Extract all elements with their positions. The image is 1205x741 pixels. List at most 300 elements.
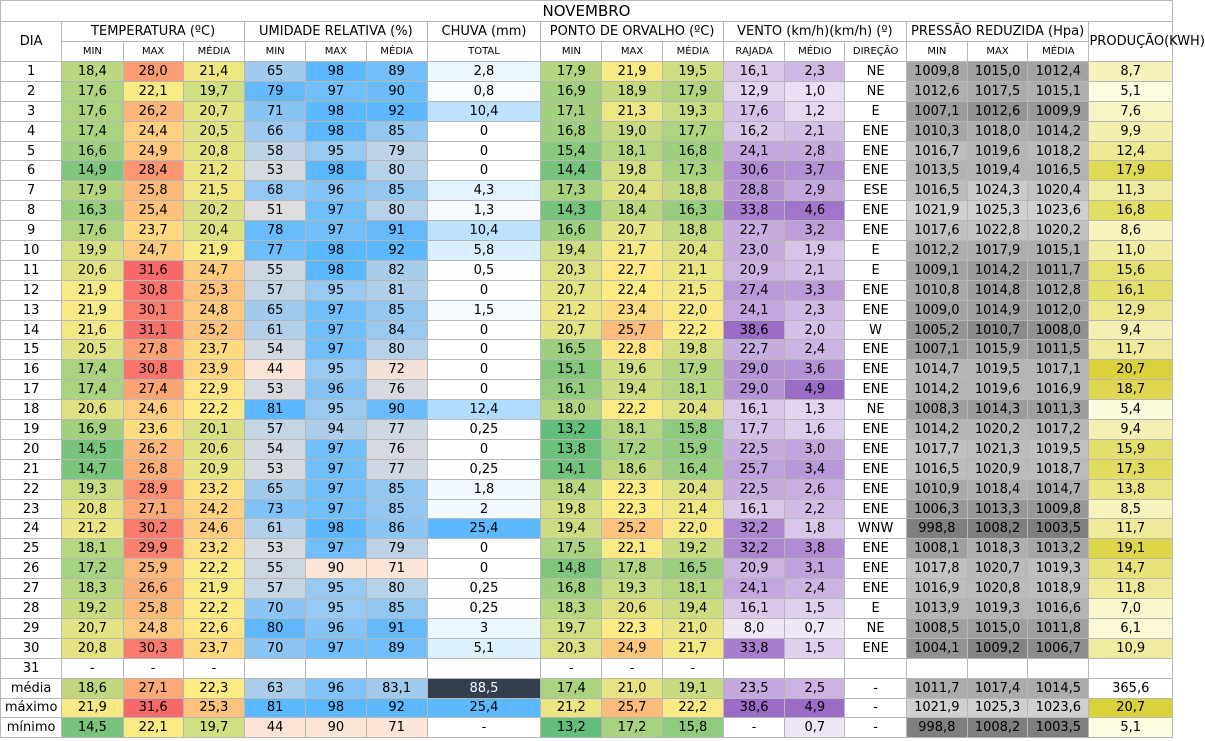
value-cell[interactable]: 57 (245, 280, 306, 300)
value-cell[interactable]: 28,9 (123, 479, 183, 499)
value-cell[interactable]: 89 (366, 638, 427, 658)
value-cell[interactable]: 71 (366, 559, 427, 579)
value-cell[interactable]: 2 (427, 499, 540, 519)
value-cell[interactable]: 22,5 (723, 439, 784, 459)
day-cell[interactable]: 25 (1, 539, 62, 559)
value-cell[interactable]: 19,6 (602, 360, 662, 380)
value-cell[interactable]: 15,9 (662, 439, 723, 459)
day-cell[interactable]: 7 (1, 181, 62, 201)
value-cell[interactable]: 98 (306, 121, 366, 141)
value-cell[interactable]: 28,0 (123, 62, 183, 82)
value-cell[interactable]: 24,4 (123, 121, 183, 141)
value-cell[interactable]: 22,7 (723, 340, 784, 360)
value-cell[interactable]: 22,2 (183, 559, 244, 579)
value-cell[interactable]: 2,4 (785, 340, 845, 360)
value-cell[interactable]: 30,8 (123, 280, 183, 300)
value-cell[interactable]: 22,3 (602, 479, 662, 499)
value-cell[interactable]: 16,1 (1089, 280, 1173, 300)
value-cell[interactable]: 0 (427, 360, 540, 380)
value-cell[interactable]: 54 (245, 340, 306, 360)
value-cell[interactable]: 1,9 (785, 241, 845, 261)
value-cell[interactable]: 1012,6 (967, 101, 1027, 121)
day-cell[interactable]: 23 (1, 499, 62, 519)
value-cell[interactable]: ESE (845, 181, 906, 201)
day-cell[interactable]: 15 (1, 340, 62, 360)
value-cell[interactable]: 17,9 (662, 360, 723, 380)
value-cell[interactable]: 0,25 (427, 459, 540, 479)
value-cell[interactable]: 25,8 (123, 181, 183, 201)
value-cell[interactable]: 71 (366, 718, 427, 738)
value-cell[interactable]: 2,3 (785, 300, 845, 320)
value-cell[interactable]: 98 (306, 101, 366, 121)
value-cell[interactable]: 26,6 (123, 579, 183, 599)
value-cell[interactable]: - (845, 698, 906, 718)
value-cell[interactable]: 16,3 (662, 201, 723, 221)
value-cell[interactable]: W (845, 320, 906, 340)
value-cell[interactable] (967, 658, 1027, 678)
day-cell[interactable]: 1 (1, 62, 62, 82)
value-cell[interactable]: 97 (306, 499, 366, 519)
value-cell[interactable]: 22,0 (662, 519, 723, 539)
value-cell[interactable]: 20,8 (62, 499, 123, 519)
value-cell[interactable]: E (845, 101, 906, 121)
value-cell[interactable]: 21,3 (602, 101, 662, 121)
value-cell[interactable]: 14,3 (541, 201, 602, 221)
value-cell[interactable]: 5,1 (427, 638, 540, 658)
value-cell[interactable]: 17,9 (62, 181, 123, 201)
value-cell[interactable]: 21,2 (62, 519, 123, 539)
value-cell[interactable]: E (845, 241, 906, 261)
day-cell[interactable]: 2 (1, 81, 62, 101)
value-cell[interactable]: 21,9 (602, 62, 662, 82)
value-cell[interactable]: 19,8 (662, 340, 723, 360)
value-cell[interactable]: 21,9 (62, 300, 123, 320)
value-cell[interactable]: 1014,3 (967, 400, 1027, 420)
value-cell[interactable]: 1019,6 (967, 380, 1027, 400)
value-cell[interactable]: 76 (366, 439, 427, 459)
value-cell[interactable]: 8,6 (1089, 221, 1173, 241)
value-cell[interactable]: 20,5 (183, 121, 244, 141)
value-cell[interactable]: 1017,2 (1028, 420, 1089, 440)
value-cell[interactable]: 4,9 (785, 380, 845, 400)
value-cell[interactable]: 22,1 (123, 81, 183, 101)
value-cell[interactable]: 13,2 (541, 718, 602, 738)
value-cell[interactable]: 77 (366, 420, 427, 440)
value-cell[interactable]: 14,1 (541, 459, 602, 479)
value-cell[interactable]: 53 (245, 539, 306, 559)
value-cell[interactable]: 85 (366, 499, 427, 519)
value-cell[interactable]: 26,2 (123, 439, 183, 459)
value-cell[interactable]: 80 (366, 161, 427, 181)
value-cell[interactable]: 1017,5 (967, 81, 1027, 101)
value-cell[interactable]: 1015,1 (1028, 81, 1089, 101)
value-cell[interactable]: 21,7 (602, 241, 662, 261)
value-cell[interactable]: 1,0 (785, 81, 845, 101)
value-cell[interactable]: 17,5 (541, 539, 602, 559)
value-cell[interactable]: 1009,1 (906, 260, 967, 280)
value-cell[interactable]: 97 (306, 201, 366, 221)
day-cell[interactable]: 9 (1, 221, 62, 241)
value-cell[interactable]: 1015,0 (967, 62, 1027, 82)
value-cell[interactable]: 51 (245, 201, 306, 221)
value-cell[interactable]: 22,2 (602, 400, 662, 420)
value-cell[interactable]: 3,7 (785, 161, 845, 181)
value-cell[interactable]: 22,9 (183, 380, 244, 400)
value-cell[interactable]: 20,4 (183, 221, 244, 241)
value-cell[interactable]: 1020,2 (1028, 221, 1089, 241)
value-cell[interactable]: ENE (845, 499, 906, 519)
value-cell[interactable]: 1010,9 (906, 479, 967, 499)
value-cell[interactable]: 0,7 (785, 718, 845, 738)
value-cell[interactable]: 27,8 (123, 340, 183, 360)
value-cell[interactable]: 25,3 (183, 698, 244, 718)
value-cell[interactable]: 1018,2 (1028, 141, 1089, 161)
value-cell[interactable]: 20,6 (602, 599, 662, 619)
value-cell[interactable]: 998,8 (906, 718, 967, 738)
value-cell[interactable]: 1016,5 (906, 181, 967, 201)
value-cell[interactable]: 38,6 (723, 698, 784, 718)
value-cell[interactable]: 1009,9 (1028, 101, 1089, 121)
value-cell[interactable]: 81 (245, 698, 306, 718)
value-cell[interactable]: 17,9 (662, 81, 723, 101)
value-cell[interactable]: 27,1 (123, 678, 183, 698)
value-cell[interactable]: 1016,5 (1028, 161, 1089, 181)
value-cell[interactable]: 1014,9 (967, 300, 1027, 320)
value-cell[interactable]: 20,4 (662, 479, 723, 499)
value-cell[interactable]: 33,8 (723, 201, 784, 221)
value-cell[interactable]: 8,5 (1089, 499, 1173, 519)
value-cell[interactable]: ENE (845, 420, 906, 440)
value-cell[interactable]: 44 (245, 718, 306, 738)
value-cell[interactable]: 5,1 (1089, 718, 1173, 738)
value-cell[interactable]: 71 (245, 101, 306, 121)
value-cell[interactable]: ENE (845, 360, 906, 380)
value-cell[interactable]: 17,3 (662, 161, 723, 181)
value-cell[interactable]: 85 (366, 599, 427, 619)
value-cell[interactable]: 81 (245, 400, 306, 420)
value-cell[interactable]: ENE (845, 479, 906, 499)
value-cell[interactable]: 3,8 (785, 539, 845, 559)
stat-label[interactable]: mínimo (1, 718, 62, 738)
value-cell[interactable]: 30,1 (123, 300, 183, 320)
value-cell[interactable]: 1019,6 (967, 141, 1027, 161)
value-cell[interactable]: 18,1 (62, 539, 123, 559)
value-cell[interactable]: 0 (427, 439, 540, 459)
value-cell[interactable]: 23,7 (183, 638, 244, 658)
day-cell[interactable]: 11 (1, 260, 62, 280)
value-cell[interactable]: 1012,2 (906, 241, 967, 261)
value-cell[interactable]: 11,7 (1089, 340, 1173, 360)
value-cell[interactable]: 30,2 (123, 519, 183, 539)
value-cell[interactable]: 20,3 (541, 260, 602, 280)
value-cell[interactable]: 1006,3 (906, 499, 967, 519)
value-cell[interactable]: 2,1 (785, 121, 845, 141)
value-cell[interactable]: 17,4 (62, 380, 123, 400)
value-cell[interactable]: 25,8 (123, 599, 183, 619)
value-cell[interactable]: 1011,8 (1028, 618, 1089, 638)
value-cell[interactable]: 0 (427, 380, 540, 400)
value-cell[interactable]: 77 (245, 241, 306, 261)
value-cell[interactable]: 3,6 (785, 360, 845, 380)
value-cell[interactable]: 80 (366, 579, 427, 599)
value-cell[interactable]: 53 (245, 161, 306, 181)
value-cell[interactable]: 24,1 (723, 300, 784, 320)
value-cell[interactable]: 22,7 (602, 260, 662, 280)
value-cell[interactable]: 16,1 (723, 599, 784, 619)
value-cell[interactable]: 84 (366, 320, 427, 340)
value-cell[interactable]: 1,5 (785, 638, 845, 658)
value-cell[interactable]: 7,0 (1089, 599, 1173, 619)
value-cell[interactable]: 20,4 (662, 400, 723, 420)
value-cell[interactable]: 16,1 (723, 400, 784, 420)
day-cell[interactable]: 21 (1, 459, 62, 479)
value-cell[interactable]: 91 (366, 221, 427, 241)
value-cell[interactable]: 17,2 (602, 718, 662, 738)
value-cell[interactable]: 18,4 (62, 62, 123, 82)
value-cell[interactable]: 1009,2 (967, 638, 1027, 658)
value-cell[interactable]: 24,1 (723, 579, 784, 599)
value-cell[interactable]: 32,2 (723, 539, 784, 559)
stat-label[interactable]: média (1, 678, 62, 698)
value-cell[interactable]: 2,9 (785, 181, 845, 201)
value-cell[interactable]: 80 (366, 340, 427, 360)
value-cell[interactable]: 10,4 (427, 221, 540, 241)
value-cell[interactable] (245, 658, 306, 678)
value-cell[interactable]: 3,2 (785, 221, 845, 241)
value-cell[interactable]: 20,4 (602, 181, 662, 201)
value-cell[interactable]: 19,3 (602, 579, 662, 599)
value-cell[interactable]: 18,0 (541, 400, 602, 420)
value-cell[interactable]: 1,5 (427, 300, 540, 320)
value-cell[interactable]: 91 (366, 618, 427, 638)
value-cell[interactable]: 14,5 (62, 439, 123, 459)
value-cell[interactable]: 2,3 (785, 62, 845, 82)
value-cell[interactable]: 21,9 (62, 280, 123, 300)
value-cell[interactable]: 10,9 (1089, 638, 1173, 658)
value-cell[interactable]: 61 (245, 519, 306, 539)
value-cell[interactable]: 28,8 (723, 181, 784, 201)
value-cell[interactable]: 3,1 (785, 559, 845, 579)
value-cell[interactable]: 16,8 (541, 121, 602, 141)
value-cell[interactable]: 1021,9 (906, 201, 967, 221)
value-cell[interactable]: ENE (845, 300, 906, 320)
value-cell[interactable]: 31,6 (123, 260, 183, 280)
value-cell[interactable]: 1,8 (785, 519, 845, 539)
value-cell[interactable]: - (845, 718, 906, 738)
value-cell[interactable]: 57 (245, 420, 306, 440)
value-cell[interactable]: 1010,3 (906, 121, 967, 141)
day-cell[interactable]: 27 (1, 579, 62, 599)
value-cell[interactable] (366, 658, 427, 678)
value-cell[interactable]: 23,9 (183, 360, 244, 380)
value-cell[interactable]: ENE (845, 439, 906, 459)
value-cell[interactable]: 1011,3 (1028, 400, 1089, 420)
value-cell[interactable]: 13,2 (541, 420, 602, 440)
value-cell[interactable]: 20,6 (183, 439, 244, 459)
value-cell[interactable]: 25,7 (602, 320, 662, 340)
value-cell[interactable]: 1009,8 (1028, 499, 1089, 519)
value-cell[interactable]: 16,1 (541, 380, 602, 400)
value-cell[interactable]: 1014,2 (906, 380, 967, 400)
value-cell[interactable]: 22,7 (723, 221, 784, 241)
value-cell[interactable]: 20,6 (62, 400, 123, 420)
value-cell[interactable]: 53 (245, 380, 306, 400)
value-cell[interactable]: 18,1 (662, 380, 723, 400)
value-cell[interactable]: 20,9 (723, 559, 784, 579)
value-cell[interactable]: 12,4 (427, 400, 540, 420)
value-cell[interactable]: 97 (306, 479, 366, 499)
value-cell[interactable]: 19,5 (662, 62, 723, 82)
value-cell[interactable]: - (183, 658, 244, 678)
value-cell[interactable]: 1,8 (427, 479, 540, 499)
value-cell[interactable]: 20,1 (183, 420, 244, 440)
value-cell[interactable]: 29,0 (723, 380, 784, 400)
value-cell[interactable]: 22,2 (662, 698, 723, 718)
value-cell[interactable] (306, 658, 366, 678)
value-cell[interactable]: 1024,3 (967, 181, 1027, 201)
value-cell[interactable]: 1016,5 (906, 459, 967, 479)
value-cell[interactable]: 0,25 (427, 579, 540, 599)
value-cell[interactable]: 1011,7 (906, 678, 967, 698)
value-cell[interactable]: 0 (427, 320, 540, 340)
value-cell[interactable]: 30,3 (123, 638, 183, 658)
value-cell[interactable]: 2,4 (785, 579, 845, 599)
value-cell[interactable]: 33,8 (723, 638, 784, 658)
value-cell[interactable]: 17,3 (1089, 459, 1173, 479)
day-cell[interactable]: 16 (1, 360, 62, 380)
value-cell[interactable]: 90 (306, 718, 366, 738)
value-cell[interactable]: 83,1 (366, 678, 427, 698)
day-cell[interactable]: 13 (1, 300, 62, 320)
value-cell[interactable] (427, 658, 540, 678)
value-cell[interactable]: ENE (845, 638, 906, 658)
day-cell[interactable]: 29 (1, 618, 62, 638)
value-cell[interactable]: 96 (306, 618, 366, 638)
value-cell[interactable]: 97 (306, 221, 366, 241)
value-cell[interactable]: 16,5 (662, 559, 723, 579)
value-cell[interactable]: 1009,0 (906, 300, 967, 320)
value-cell[interactable]: 21,5 (662, 280, 723, 300)
value-cell[interactable]: 2,1 (785, 260, 845, 280)
value-cell[interactable]: 32,2 (723, 519, 784, 539)
value-cell[interactable]: 18,6 (62, 678, 123, 698)
value-cell[interactable] (906, 658, 967, 678)
value-cell[interactable]: 1008,5 (906, 618, 967, 638)
value-cell[interactable]: 27,1 (123, 499, 183, 519)
value-cell[interactable]: - (602, 658, 662, 678)
value-cell[interactable]: 1008,2 (967, 519, 1027, 539)
value-cell[interactable]: 9,4 (1089, 420, 1173, 440)
value-cell[interactable]: 17,4 (62, 360, 123, 380)
value-cell[interactable]: 21,7 (662, 638, 723, 658)
value-cell[interactable]: 24,1 (723, 141, 784, 161)
value-cell[interactable]: 17,8 (602, 559, 662, 579)
value-cell[interactable]: 19,7 (183, 81, 244, 101)
day-cell[interactable]: 26 (1, 559, 62, 579)
value-cell[interactable]: 1020,4 (1028, 181, 1089, 201)
value-cell[interactable]: 1,3 (427, 201, 540, 221)
value-cell[interactable]: 79 (366, 141, 427, 161)
value-cell[interactable]: 14,8 (541, 559, 602, 579)
value-cell[interactable]: 26,2 (123, 101, 183, 121)
value-cell[interactable]: 19,2 (662, 539, 723, 559)
value-cell[interactable]: 21,9 (62, 698, 123, 718)
value-cell[interactable]: 79 (245, 81, 306, 101)
value-cell[interactable]: 1019,5 (967, 360, 1027, 380)
value-cell[interactable]: 22,2 (183, 400, 244, 420)
value-cell[interactable]: 30,8 (123, 360, 183, 380)
value-cell[interactable]: 4,6 (785, 201, 845, 221)
value-cell[interactable]: 85 (366, 479, 427, 499)
value-cell[interactable]: 22,0 (662, 300, 723, 320)
value-cell[interactable]: 998,8 (906, 519, 967, 539)
value-cell[interactable]: - (845, 678, 906, 698)
value-cell[interactable]: 97 (306, 539, 366, 559)
value-cell[interactable]: 18,3 (541, 599, 602, 619)
value-cell[interactable]: 15,6 (1089, 260, 1173, 280)
value-cell[interactable]: 22,4 (602, 280, 662, 300)
value-cell[interactable] (723, 658, 784, 678)
value-cell[interactable]: 86 (366, 519, 427, 539)
value-cell[interactable]: 17,6 (62, 81, 123, 101)
value-cell[interactable]: 16,4 (662, 459, 723, 479)
value-cell[interactable]: 20,2 (183, 201, 244, 221)
value-cell[interactable]: 20,5 (62, 340, 123, 360)
value-cell[interactable]: 14,7 (62, 459, 123, 479)
value-cell[interactable]: 24,2 (183, 499, 244, 519)
value-cell[interactable]: 66 (245, 121, 306, 141)
value-cell[interactable]: 21,9 (183, 241, 244, 261)
value-cell[interactable]: 1020,8 (967, 579, 1027, 599)
value-cell[interactable]: 38,6 (723, 320, 784, 340)
value-cell[interactable]: 16,2 (723, 121, 784, 141)
value-cell[interactable]: 77 (366, 459, 427, 479)
value-cell[interactable]: 1018,0 (967, 121, 1027, 141)
value-cell[interactable]: 1016,6 (1028, 599, 1089, 619)
day-cell[interactable]: 24 (1, 519, 62, 539)
value-cell[interactable]: - (427, 718, 540, 738)
value-cell[interactable]: 1020,9 (967, 459, 1027, 479)
value-cell[interactable]: 1011,7 (1028, 260, 1089, 280)
day-cell[interactable]: 19 (1, 420, 62, 440)
value-cell[interactable]: 18,3 (62, 579, 123, 599)
value-cell[interactable]: 98 (306, 260, 366, 280)
value-cell[interactable]: 96 (306, 380, 366, 400)
value-cell[interactable]: 4,3 (427, 181, 540, 201)
value-cell[interactable]: 27,4 (123, 380, 183, 400)
day-cell[interactable]: 28 (1, 599, 62, 619)
value-cell[interactable]: 21,5 (183, 181, 244, 201)
value-cell[interactable]: 23,5 (723, 678, 784, 698)
value-cell[interactable]: 19,3 (662, 101, 723, 121)
value-cell[interactable]: 17,7 (723, 420, 784, 440)
value-cell[interactable]: 15,8 (662, 420, 723, 440)
value-cell[interactable]: 17,9 (541, 62, 602, 82)
value-cell[interactable]: 22,8 (602, 340, 662, 360)
day-cell[interactable]: 10 (1, 241, 62, 261)
value-cell[interactable]: 2,6 (785, 479, 845, 499)
value-cell[interactable]: 17,7 (662, 121, 723, 141)
value-cell[interactable]: 0,25 (427, 420, 540, 440)
value-cell[interactable]: 25,4 (427, 519, 540, 539)
value-cell[interactable]: E (845, 260, 906, 280)
value-cell[interactable]: 76 (366, 380, 427, 400)
value-cell[interactable]: 1015,9 (967, 340, 1027, 360)
value-cell[interactable]: 0 (427, 121, 540, 141)
value-cell[interactable]: 20,8 (183, 141, 244, 161)
value-cell[interactable]: 18,1 (662, 579, 723, 599)
value-cell[interactable]: 18,7 (1089, 380, 1173, 400)
